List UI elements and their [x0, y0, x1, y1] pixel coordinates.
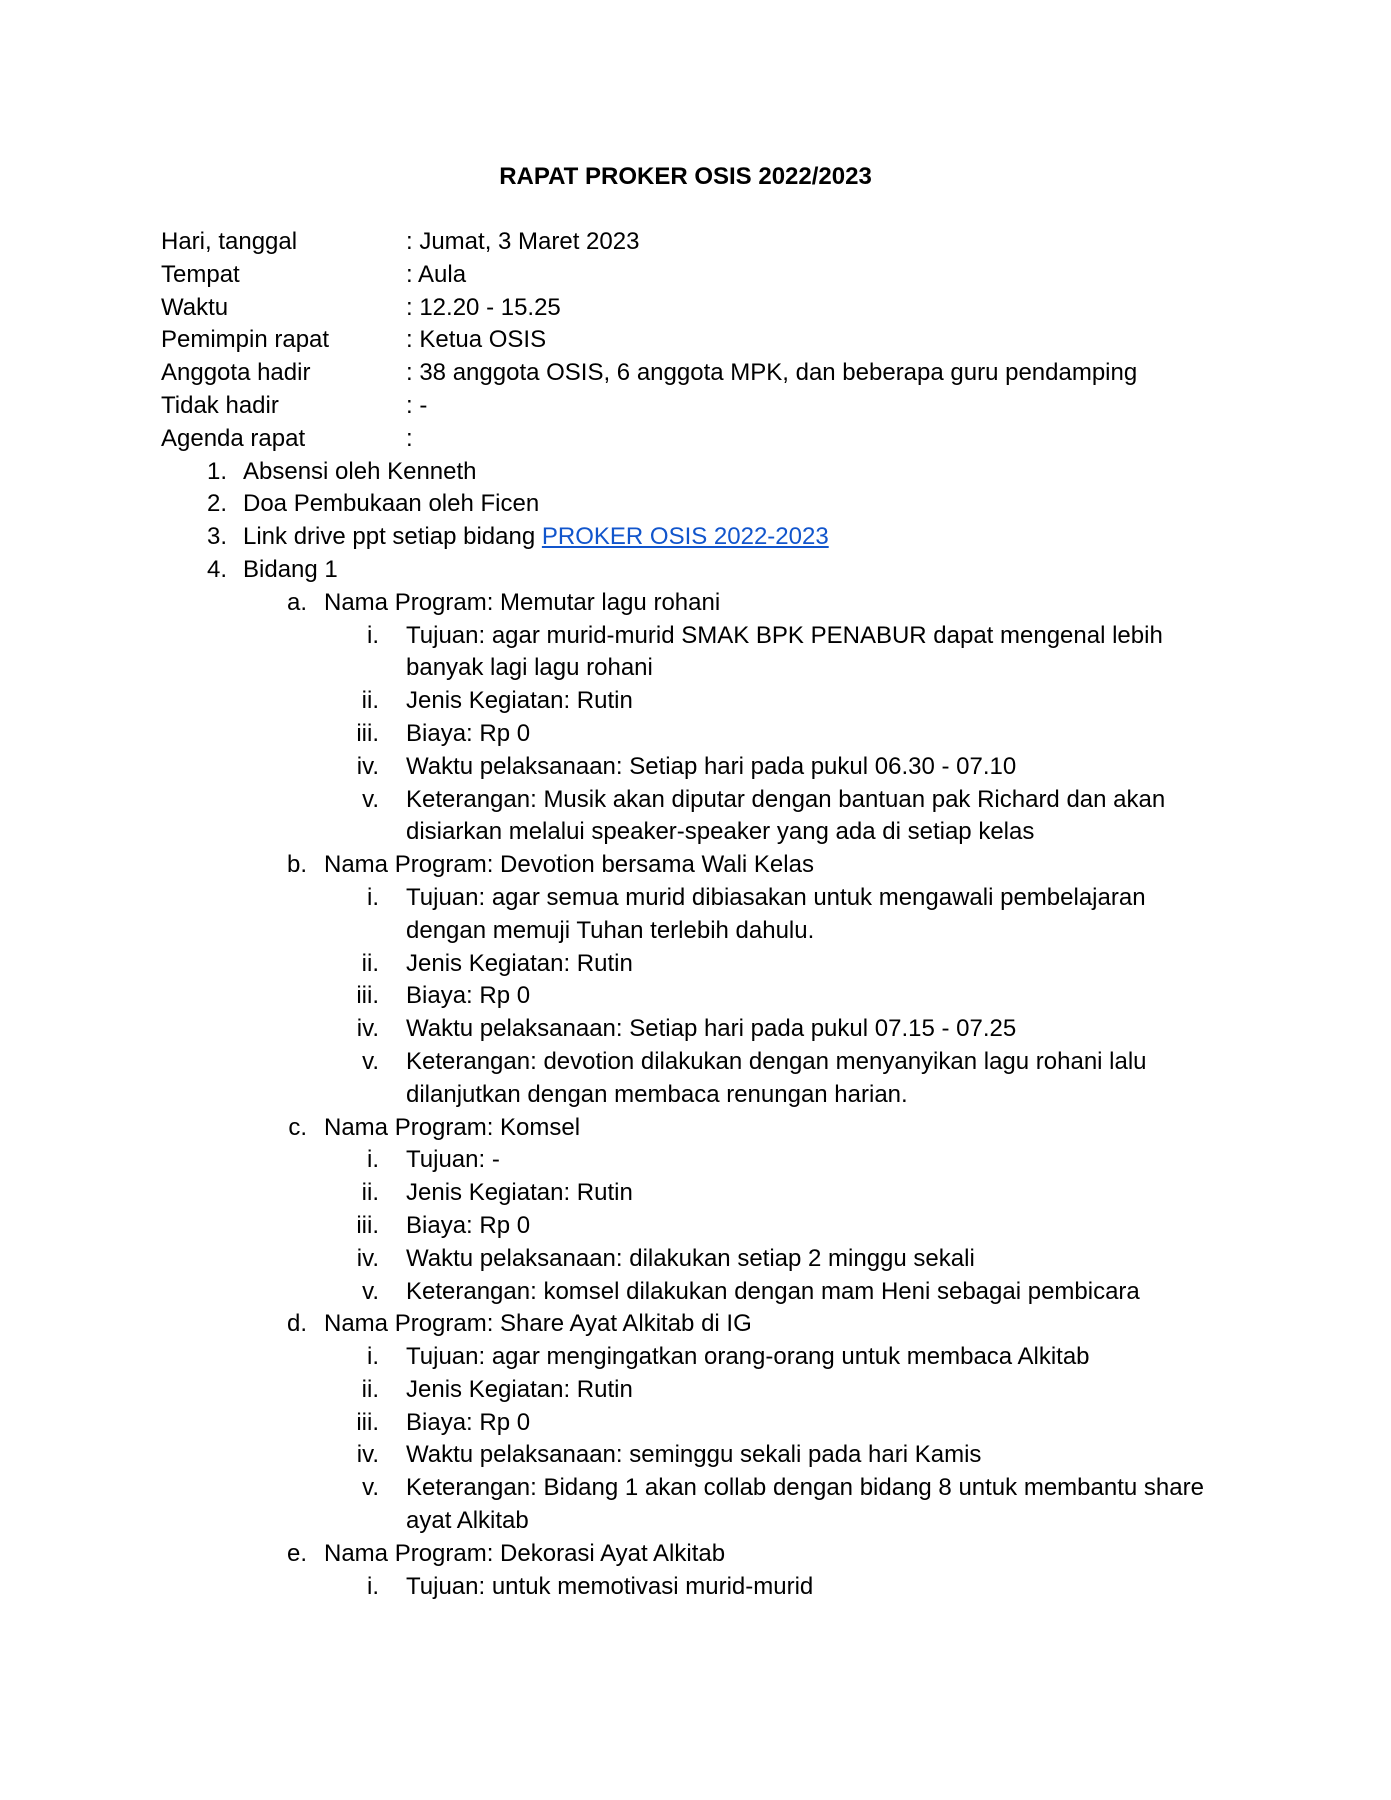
list-marker: a.	[286, 588, 307, 616]
document-body	[161, 226, 1261, 1603]
program-detail-text: Tujuan: agar semua murid dibiasakan untuk mengawali pembelajaran dengan memuji Tuhan terlebih dahulu.	[406, 883, 1146, 944]
agenda-item-text	[243, 554, 338, 587]
program-detail	[161, 1407, 1261, 1440]
program-detail	[161, 784, 1261, 850]
program-detail	[161, 1144, 1261, 1177]
list-marker: i.	[367, 883, 379, 911]
program-detail-text: Jenis Kegiatan: Rutin	[406, 1179, 633, 1207]
program-detail-text: Tujuan: agar mengingatkan orang-orang untuk membaca Alkitab	[406, 1343, 1090, 1371]
list-marker: v.	[362, 1474, 379, 1502]
list-marker: iii.	[356, 982, 379, 1010]
meta-row	[161, 390, 1261, 423]
program-detail-text: Waktu pelaksanaan: Setiap hari pada pukul 06.30 - 07.10	[406, 752, 1017, 780]
list-marker: iv.	[356, 752, 379, 780]
list-marker: d.	[286, 1310, 307, 1338]
proker-drive-link[interactable]: PROKER OSIS 2022-2023	[541, 523, 829, 551]
program-name: Nama Program: Dekorasi Ayat Alkitab	[324, 1539, 726, 1567]
program-detail	[161, 1374, 1261, 1407]
program-detail-text: Keterangan: Bidang 1 akan collab dengan bidang 8 untuk membantu share ayat Alkitab	[406, 1474, 1204, 1535]
program-detail	[161, 1243, 1261, 1276]
list-marker: ii.	[361, 949, 379, 977]
program-detail	[161, 1046, 1261, 1112]
program-detail-text: Tujuan: -	[406, 1146, 500, 1174]
agenda-item	[161, 554, 1261, 587]
program-item	[161, 1308, 1261, 1341]
meta-row	[161, 324, 1261, 357]
program-detail-text: Jenis Kegiatan: Rutin	[406, 1375, 633, 1403]
program-detail-text: Waktu pelaksanaan: dilakukan setiap 2 minggu sekali	[406, 1244, 975, 1272]
program-detail	[161, 1177, 1261, 1210]
program-item	[161, 587, 1261, 620]
agenda-item-text	[243, 456, 477, 489]
list-marker: ii.	[361, 1179, 379, 1207]
program-detail	[161, 718, 1261, 751]
program-detail-text: Tujuan: agar murid-murid SMAK BPK PENABUR dapat mengenal lebih banyak lagi lagu rohani	[406, 621, 1163, 682]
meta-label: Hari, tanggal	[161, 228, 298, 255]
meta-row	[161, 226, 1261, 259]
meta-label: Pemimpin rapat	[161, 326, 330, 354]
agenda-text: Link drive ppt setiap bidang	[243, 523, 542, 551]
program-detail	[161, 948, 1261, 981]
program-name: Nama Program: Devotion bersama Wali Kelas	[324, 851, 814, 879]
meta-value: : 38 anggota OSIS, 6 anggota MPK, dan beberapa guru pendamping	[406, 359, 1138, 387]
program-detail-text: Biaya: Rp 0	[406, 1211, 531, 1239]
meta-row	[161, 292, 1261, 325]
meta-value: :	[406, 424, 413, 452]
agenda-item	[161, 456, 1261, 489]
meta-label: Tidak hadir	[161, 391, 279, 419]
meta-value: : Aula	[406, 260, 467, 288]
program-detail	[161, 1472, 1261, 1538]
list-marker: iv.	[356, 1244, 379, 1272]
document-title: RAPAT PROKER OSIS 2022/2023	[499, 163, 872, 190]
program-item	[161, 1112, 1261, 1145]
program-detail	[161, 751, 1261, 784]
program-detail-text: Keterangan: komsel dilakukan dengan mam Heni sebagai pembicara	[406, 1277, 1140, 1305]
program-detail	[161, 980, 1261, 1013]
list-marker: iii.	[356, 1211, 379, 1239]
agenda-text: Doa Pembukaan oleh Ficen	[243, 490, 540, 518]
meta-label: Tempat	[161, 260, 240, 288]
program-detail-text: Biaya: Rp 0	[406, 982, 531, 1010]
list-marker: i.	[367, 1572, 379, 1600]
program-detail	[161, 685, 1261, 718]
meeting-info	[161, 226, 1261, 456]
meta-value: : Ketua OSIS	[406, 326, 547, 354]
meta-value: : -	[406, 391, 428, 419]
agenda-list	[161, 456, 1261, 1604]
list-marker: v.	[362, 1047, 379, 1075]
list-marker: b.	[286, 851, 307, 879]
program-detail	[161, 882, 1261, 948]
program-detail	[161, 620, 1261, 686]
meta-label: Anggota hadir	[161, 359, 311, 387]
program-detail	[161, 1439, 1261, 1472]
program-detail-text: Keterangan: Musik akan diputar dengan bantuan pak Richard dan akan disiarkan melalui speaker-speaker yang ada di setiap kelas	[406, 785, 1166, 846]
agenda-text: Absensi oleh Kenneth	[243, 457, 477, 485]
program-detail-text: Jenis Kegiatan: Rutin	[406, 687, 633, 715]
program-detail-text: Tujuan: untuk memotivasi murid-murid	[406, 1572, 814, 1600]
list-marker: v.	[362, 785, 379, 813]
list-marker: i.	[367, 1146, 379, 1174]
list-marker: iii.	[356, 719, 379, 747]
list-marker: i.	[367, 621, 379, 649]
list-marker: ii.	[361, 1375, 379, 1403]
list-marker: 1.	[206, 457, 227, 485]
agenda-item-text	[243, 488, 539, 521]
meta-value: : 12.20 - 15.25	[406, 293, 561, 321]
program-detail-text: Waktu pelaksanaan: Setiap hari pada pukul 07.15 - 07.25	[406, 1015, 1017, 1043]
program-name: Nama Program: Memutar lagu rohani	[324, 588, 721, 616]
meta-row	[161, 423, 1261, 456]
meta-label: Waktu	[161, 293, 229, 321]
program-item	[161, 849, 1261, 882]
meta-label: Agenda rapat	[161, 424, 306, 452]
list-marker: ii.	[361, 687, 379, 715]
list-marker: iii.	[356, 1408, 379, 1436]
list-marker: i.	[367, 1343, 379, 1371]
agenda-item-text	[243, 521, 829, 554]
program-detail	[161, 1013, 1261, 1046]
agenda-text: Bidang 1	[243, 555, 338, 583]
program-name: Nama Program: Komsel	[324, 1113, 581, 1141]
list-marker: 2.	[206, 490, 227, 518]
program-detail-text: Jenis Kegiatan: Rutin	[406, 949, 633, 977]
list-marker: c.	[288, 1113, 307, 1141]
meta-value: : Jumat, 3 Maret 2023	[406, 228, 640, 255]
agenda-item	[161, 521, 1261, 554]
list-marker: 4.	[206, 555, 227, 583]
list-marker: iv.	[356, 1015, 379, 1043]
program-detail	[161, 1341, 1261, 1374]
meta-row	[161, 259, 1261, 292]
program-detail	[161, 1210, 1261, 1243]
list-marker: iv.	[356, 1441, 379, 1469]
program-detail-text: Biaya: Rp 0	[406, 719, 531, 747]
list-marker: v.	[362, 1277, 379, 1305]
program-detail-text: Biaya: Rp 0	[406, 1408, 531, 1436]
program-detail	[161, 1571, 1261, 1604]
agenda-item	[161, 488, 1261, 521]
program-name: Nama Program: Share Ayat Alkitab di IG	[324, 1310, 752, 1338]
program-detail-text: Keterangan: devotion dilakukan dengan menyanyikan lagu rohani lalu dilanjutkan dengan membaca renungan harian.	[406, 1047, 1147, 1108]
list-marker: e.	[286, 1539, 307, 1567]
program-detail	[161, 1276, 1261, 1309]
program-detail-text: Waktu pelaksanaan: seminggu sekali pada hari Kamis	[406, 1441, 982, 1469]
list-marker: 3.	[206, 523, 227, 551]
program-item	[161, 1538, 1261, 1571]
meta-row	[161, 357, 1261, 390]
